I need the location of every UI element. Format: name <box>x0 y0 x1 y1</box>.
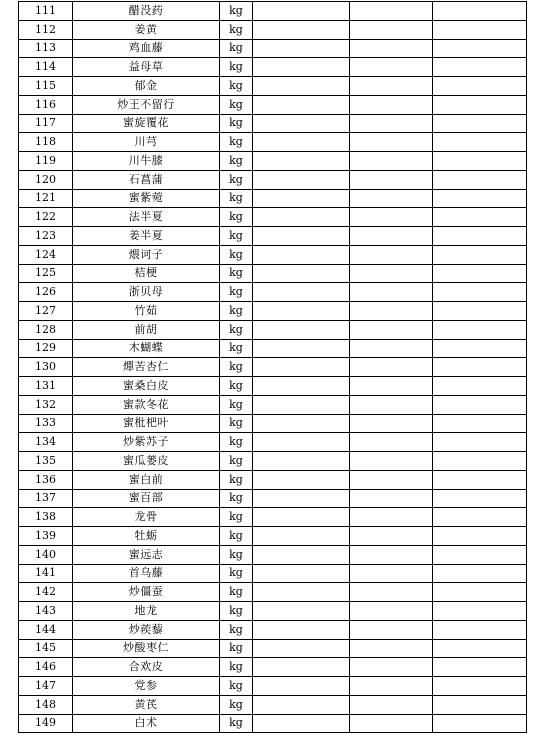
row-number-cell: 140 <box>19 545 73 564</box>
empty-cell <box>253 620 350 639</box>
table-row <box>19 545 527 564</box>
unit-cell: kg <box>220 320 253 339</box>
empty-cell <box>253 283 350 302</box>
row-number-cell: 145 <box>19 639 73 658</box>
unit-cell: kg <box>220 283 253 302</box>
table-row <box>19 133 527 152</box>
empty-cell <box>350 545 433 564</box>
unit-cell: kg <box>220 677 253 696</box>
row-number-cell: 142 <box>19 583 73 602</box>
table-row <box>19 227 527 246</box>
empty-cell <box>350 508 433 527</box>
table-row <box>19 189 527 208</box>
empty-cell <box>350 114 433 133</box>
empty-cell <box>253 95 350 114</box>
unit-cell: kg <box>220 508 253 527</box>
table-row <box>19 470 527 489</box>
herb-name-cell: 浙贝母 <box>73 283 220 302</box>
herb-name-cell: 姜黄 <box>73 20 220 39</box>
empty-cell <box>253 2 350 21</box>
herb-name-cell: 姜半夏 <box>73 227 220 246</box>
herb-name-cell: 炒蒺藜 <box>73 620 220 639</box>
herb-name-cell: 川牛膝 <box>73 152 220 171</box>
empty-cell <box>253 602 350 621</box>
herb-table-body <box>19 2 527 733</box>
unit-cell: kg <box>220 395 253 414</box>
herb-name-cell: 益母草 <box>73 58 220 77</box>
unit-cell: kg <box>220 77 253 96</box>
table-row <box>19 714 527 733</box>
empty-cell <box>253 320 350 339</box>
table-row <box>19 377 527 396</box>
row-number-cell: 141 <box>19 564 73 583</box>
empty-cell <box>350 639 433 658</box>
empty-cell <box>350 358 433 377</box>
unit-cell: kg <box>220 245 253 264</box>
table-row <box>19 39 527 58</box>
empty-cell <box>350 527 433 546</box>
unit-cell: kg <box>220 58 253 77</box>
unit-cell: kg <box>220 695 253 714</box>
herb-name-cell: 蜜桑白皮 <box>73 377 220 396</box>
row-number-cell: 111 <box>19 2 73 21</box>
row-number-cell: 121 <box>19 189 73 208</box>
empty-cell <box>253 470 350 489</box>
empty-cell <box>350 602 433 621</box>
unit-cell: kg <box>220 602 253 621</box>
herb-name-cell: 蜜款冬花 <box>73 395 220 414</box>
empty-cell <box>433 433 527 452</box>
herb-name-cell: 蜜枇杷叶 <box>73 414 220 433</box>
empty-cell <box>350 133 433 152</box>
empty-cell <box>433 677 527 696</box>
table-row <box>19 564 527 583</box>
empty-cell <box>253 264 350 283</box>
table-row <box>19 658 527 677</box>
empty-cell <box>433 339 527 358</box>
table-row <box>19 583 527 602</box>
table-row <box>19 283 527 302</box>
row-number-cell: 129 <box>19 339 73 358</box>
unit-cell: kg <box>220 527 253 546</box>
empty-cell <box>350 433 433 452</box>
herb-name-cell: 蜜紫菀 <box>73 189 220 208</box>
herb-name-cell: 前胡 <box>73 320 220 339</box>
empty-cell <box>433 227 527 246</box>
unit-cell: kg <box>220 170 253 189</box>
herb-name-cell: 竹茹 <box>73 302 220 321</box>
empty-cell <box>350 620 433 639</box>
empty-cell <box>433 545 527 564</box>
unit-cell: kg <box>220 433 253 452</box>
empty-cell <box>433 133 527 152</box>
herb-name-cell: 郁金 <box>73 77 220 96</box>
empty-cell <box>253 545 350 564</box>
empty-cell <box>253 395 350 414</box>
empty-cell <box>350 583 433 602</box>
empty-cell <box>433 395 527 414</box>
empty-cell <box>350 95 433 114</box>
unit-cell: kg <box>220 489 253 508</box>
empty-cell <box>350 189 433 208</box>
unit-cell: kg <box>220 339 253 358</box>
empty-cell <box>253 489 350 508</box>
row-number-cell: 114 <box>19 58 73 77</box>
empty-cell <box>433 508 527 527</box>
empty-cell <box>433 639 527 658</box>
empty-cell <box>433 470 527 489</box>
table-row <box>19 695 527 714</box>
empty-cell <box>253 433 350 452</box>
empty-cell <box>433 414 527 433</box>
unit-cell: kg <box>220 414 253 433</box>
row-number-cell: 132 <box>19 395 73 414</box>
empty-cell <box>433 452 527 471</box>
table-row <box>19 358 527 377</box>
table-row <box>19 339 527 358</box>
table-row <box>19 264 527 283</box>
empty-cell <box>350 377 433 396</box>
empty-cell <box>433 527 527 546</box>
row-number-cell: 135 <box>19 452 73 471</box>
empty-cell <box>350 677 433 696</box>
table-row <box>19 152 527 171</box>
empty-cell <box>350 170 433 189</box>
row-number-cell: 130 <box>19 358 73 377</box>
empty-cell <box>433 170 527 189</box>
empty-cell <box>253 58 350 77</box>
row-number-cell: 112 <box>19 20 73 39</box>
herb-name-cell: 牡蛎 <box>73 527 220 546</box>
empty-cell <box>433 39 527 58</box>
herb-name-cell: 醋没药 <box>73 2 220 21</box>
table-row <box>19 208 527 227</box>
empty-cell <box>253 658 350 677</box>
empty-cell <box>253 189 350 208</box>
empty-cell <box>253 508 350 527</box>
empty-cell <box>350 208 433 227</box>
herb-name-cell: 首乌藤 <box>73 564 220 583</box>
herb-name-cell: 党参 <box>73 677 220 696</box>
row-number-cell: 119 <box>19 152 73 171</box>
empty-cell <box>350 227 433 246</box>
herb-name-cell: 鸡血藤 <box>73 39 220 58</box>
herb-name-cell: 石菖蒲 <box>73 170 220 189</box>
herb-name-cell: 龙骨 <box>73 508 220 527</box>
row-number-cell: 125 <box>19 264 73 283</box>
unit-cell: kg <box>220 583 253 602</box>
unit-cell: kg <box>220 133 253 152</box>
herb-name-cell: 蜜白前 <box>73 470 220 489</box>
herb-name-cell: 地龙 <box>73 602 220 621</box>
empty-cell <box>433 695 527 714</box>
row-number-cell: 123 <box>19 227 73 246</box>
empty-cell <box>253 377 350 396</box>
row-number-cell: 124 <box>19 245 73 264</box>
empty-cell <box>350 452 433 471</box>
empty-cell <box>433 620 527 639</box>
table-row <box>19 302 527 321</box>
empty-cell <box>433 20 527 39</box>
row-number-cell: 126 <box>19 283 73 302</box>
empty-cell <box>253 39 350 58</box>
herb-name-cell: 燀苦杏仁 <box>73 358 220 377</box>
herb-name-cell: 合欢皮 <box>73 658 220 677</box>
empty-cell <box>350 414 433 433</box>
empty-cell <box>253 227 350 246</box>
herb-name-cell: 炒王不留行 <box>73 95 220 114</box>
empty-cell <box>350 264 433 283</box>
empty-cell <box>433 302 527 321</box>
row-number-cell: 133 <box>19 414 73 433</box>
empty-cell <box>350 658 433 677</box>
empty-cell <box>350 77 433 96</box>
table-row <box>19 508 527 527</box>
empty-cell <box>253 414 350 433</box>
table-row <box>19 77 527 96</box>
unit-cell: kg <box>220 227 253 246</box>
empty-cell <box>253 639 350 658</box>
row-number-cell: 122 <box>19 208 73 227</box>
row-number-cell: 120 <box>19 170 73 189</box>
empty-cell <box>350 245 433 264</box>
empty-cell <box>433 564 527 583</box>
empty-cell <box>253 695 350 714</box>
empty-cell <box>433 2 527 21</box>
empty-cell <box>253 114 350 133</box>
empty-cell <box>433 320 527 339</box>
unit-cell: kg <box>220 2 253 21</box>
unit-cell: kg <box>220 639 253 658</box>
table-row <box>19 320 527 339</box>
empty-cell <box>350 395 433 414</box>
empty-cell <box>350 339 433 358</box>
row-number-cell: 147 <box>19 677 73 696</box>
herb-name-cell: 蜜旋覆花 <box>73 114 220 133</box>
empty-cell <box>350 714 433 733</box>
empty-cell <box>433 95 527 114</box>
empty-cell <box>433 114 527 133</box>
table-row <box>19 620 527 639</box>
row-number-cell: 131 <box>19 377 73 396</box>
unit-cell: kg <box>220 264 253 283</box>
empty-cell <box>253 339 350 358</box>
herb-name-cell: 黄芪 <box>73 695 220 714</box>
empty-cell <box>350 152 433 171</box>
empty-cell <box>433 358 527 377</box>
table-row <box>19 20 527 39</box>
empty-cell <box>433 283 527 302</box>
herb-name-cell: 炒紫苏子 <box>73 433 220 452</box>
row-number-cell: 115 <box>19 77 73 96</box>
empty-cell <box>253 583 350 602</box>
table-row <box>19 639 527 658</box>
table-row <box>19 452 527 471</box>
table-row <box>19 433 527 452</box>
row-number-cell: 127 <box>19 302 73 321</box>
row-number-cell: 138 <box>19 508 73 527</box>
table-row <box>19 395 527 414</box>
table-row <box>19 170 527 189</box>
unit-cell: kg <box>220 620 253 639</box>
empty-cell <box>433 714 527 733</box>
unit-cell: kg <box>220 114 253 133</box>
row-number-cell: 118 <box>19 133 73 152</box>
unit-cell: kg <box>220 658 253 677</box>
table-row <box>19 489 527 508</box>
herb-name-cell: 蜜远志 <box>73 545 220 564</box>
unit-cell: kg <box>220 714 253 733</box>
empty-cell <box>433 58 527 77</box>
empty-cell <box>350 564 433 583</box>
empty-cell <box>253 245 350 264</box>
row-number-cell: 116 <box>19 95 73 114</box>
herb-name-cell: 木蝴蝶 <box>73 339 220 358</box>
unit-cell: kg <box>220 377 253 396</box>
unit-cell: kg <box>220 302 253 321</box>
row-number-cell: 144 <box>19 620 73 639</box>
empty-cell <box>350 470 433 489</box>
herb-name-cell: 桔梗 <box>73 264 220 283</box>
empty-cell <box>433 264 527 283</box>
table-row <box>19 527 527 546</box>
unit-cell: kg <box>220 95 253 114</box>
empty-cell <box>433 377 527 396</box>
table-row <box>19 114 527 133</box>
row-number-cell: 139 <box>19 527 73 546</box>
empty-cell <box>350 320 433 339</box>
empty-cell <box>350 695 433 714</box>
empty-cell <box>253 208 350 227</box>
herb-name-cell: 蜜百部 <box>73 489 220 508</box>
herb-name-cell: 白术 <box>73 714 220 733</box>
row-number-cell: 146 <box>19 658 73 677</box>
table-row <box>19 602 527 621</box>
empty-cell <box>433 152 527 171</box>
empty-cell <box>433 245 527 264</box>
unit-cell: kg <box>220 470 253 489</box>
empty-cell <box>433 208 527 227</box>
table-row <box>19 414 527 433</box>
unit-cell: kg <box>220 545 253 564</box>
empty-cell <box>253 677 350 696</box>
unit-cell: kg <box>220 20 253 39</box>
row-number-cell: 143 <box>19 602 73 621</box>
empty-cell <box>253 527 350 546</box>
row-number-cell: 137 <box>19 489 73 508</box>
herb-name-cell: 炒酸枣仁 <box>73 639 220 658</box>
empty-cell <box>350 2 433 21</box>
empty-cell <box>253 302 350 321</box>
empty-cell <box>253 452 350 471</box>
empty-cell <box>253 152 350 171</box>
herb-name-cell: 炒僵蚕 <box>73 583 220 602</box>
empty-cell <box>350 489 433 508</box>
row-number-cell: 134 <box>19 433 73 452</box>
empty-cell <box>253 20 350 39</box>
table-row <box>19 95 527 114</box>
empty-cell <box>433 583 527 602</box>
unit-cell: kg <box>220 452 253 471</box>
empty-cell <box>253 564 350 583</box>
empty-cell <box>253 358 350 377</box>
unit-cell: kg <box>220 39 253 58</box>
empty-cell <box>433 77 527 96</box>
herb-name-cell: 川芎 <box>73 133 220 152</box>
unit-cell: kg <box>220 564 253 583</box>
empty-cell <box>433 489 527 508</box>
empty-cell <box>350 283 433 302</box>
unit-cell: kg <box>220 208 253 227</box>
row-number-cell: 136 <box>19 470 73 489</box>
herb-table <box>18 1 527 733</box>
row-number-cell: 113 <box>19 39 73 58</box>
empty-cell <box>253 77 350 96</box>
empty-cell <box>253 133 350 152</box>
empty-cell <box>433 602 527 621</box>
herb-name-cell: 煨诃子 <box>73 245 220 264</box>
empty-cell <box>253 714 350 733</box>
empty-cell <box>433 658 527 677</box>
unit-cell: kg <box>220 358 253 377</box>
empty-cell <box>350 39 433 58</box>
table-row <box>19 677 527 696</box>
unit-cell: kg <box>220 189 253 208</box>
empty-cell <box>350 58 433 77</box>
unit-cell: kg <box>220 152 253 171</box>
empty-cell <box>433 189 527 208</box>
herb-name-cell: 蜜瓜蒌皮 <box>73 452 220 471</box>
table-row <box>19 58 527 77</box>
table-row <box>19 245 527 264</box>
row-number-cell: 149 <box>19 714 73 733</box>
table-row <box>19 2 527 21</box>
empty-cell <box>350 20 433 39</box>
empty-cell <box>253 170 350 189</box>
row-number-cell: 128 <box>19 320 73 339</box>
row-number-cell: 117 <box>19 114 73 133</box>
row-number-cell: 148 <box>19 695 73 714</box>
empty-cell <box>350 302 433 321</box>
herb-name-cell: 法半夏 <box>73 208 220 227</box>
